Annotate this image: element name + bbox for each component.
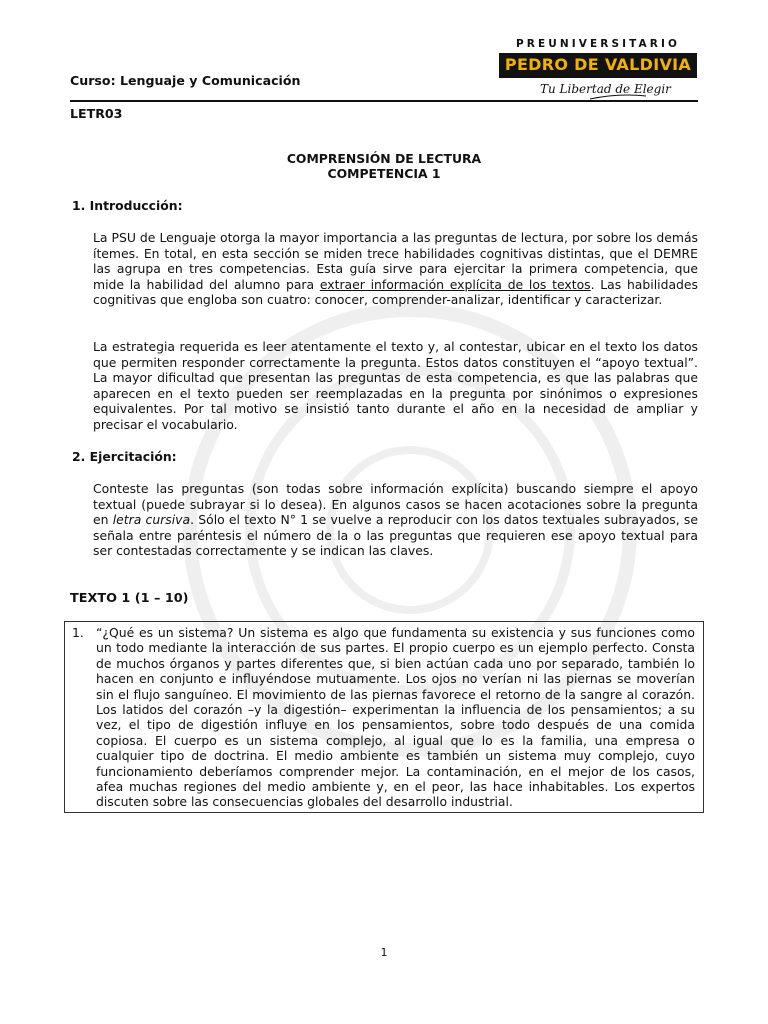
underlined-phrase: extraer información explícita de los textos bbox=[319, 276, 591, 292]
course-code: LETR03 bbox=[70, 106, 123, 121]
intro-paragraph-1: La PSU de Lenguaje otorga la mayor importancia a las preguntas de lectura, por sobre los demás ítemes. En total, en esta sección se miden trece habilidades cognitivas distintas, que el DEMRE las agrupa en tres competencias. Esta guía sirve para ejercitar la primera competencia, que mide la habilidad del alumno para extraer información explícita de los textos. Las habilidades cognitivas que engloba son cuatro: conocer, comprender-analizar, identificar y caracterizar. bbox=[93, 230, 698, 308]
texto1-heading: TEXTO 1 (1 – 10) bbox=[70, 591, 189, 606]
logo-slogan: Tu Libertad de Elegir bbox=[540, 82, 671, 96]
intro-paragraph-2: La estrategia requerida es leer atentamente el texto y, al contestar, ubicar en el texto los datos que permiten responder correctamente la pregunta. Estos datos constituyen el “apoyo textual”. La mayor dificultad que presentan las preguntas de esta competencia, es que las palabras que aparecen en el texto pueden ser reemplazadas en la pregunta por sinónimos o expresiones equivalentes. Por tal motivo se insistió tanto durante el año en la necesidad de ampliar y precisar el vocabulario. bbox=[93, 339, 698, 432]
section-heading-exercise: 2. Ejercitación: bbox=[72, 449, 177, 464]
title-line-2: COMPETENCIA 1 bbox=[327, 166, 441, 181]
logo-name: PEDRO DE VALDIVIA bbox=[504, 55, 692, 74]
logo-top-line: PREUNIVERSITARIO bbox=[515, 38, 681, 50]
texto1-number: 1. bbox=[72, 625, 84, 640]
italic-phrase: letra cursiva bbox=[112, 512, 191, 528]
exercise-paragraph: Conteste las preguntas (son todas sobre información explícita) buscando siempre el apoyo textual (puede subrayar si lo desea). En algunos casos se hacen acotaciones sobre la pregunta en letra cursiva. Sólo el texto N° 1 se vuelve a reproducir con los datos textuales subrayados, se señala entre paréntesis el número de la o las preguntas que requieren ese apoyo textual para ser contestadas correctamente y se indican las claves. bbox=[93, 481, 698, 559]
page-number: 1 bbox=[380, 946, 388, 959]
texto1-body: “¿Qué es un sistema? Un sistema es algo que fundamenta su existencia y sus funciones como un todo mediante la interacción de sus partes. El propio cuerpo es un ejemplo perfecto. Consta de muchos órganos y partes diferentes que, si bien actúan cada uno por separado, también lo hacen en conjunto e influyéndose mutuamente. Los ojos no verían ni las piernas se moverían sin el flujo sanguíneo. El movimiento de las piernas favorece el retorno de la sangre al corazón. Los latidos del corazón –y la digestión– experimentan la influencia de los pensamientos; a su vez, el tipo de digestión influye en los pensamientos, sobre todo después de una comida copiosa. El cuerpo es un sistema complejo, al igual que lo es la familia, una empresa o cualquier tipo de doctrina. El medio ambiente es también un sistema muy complejo, cuyo funcionamiento deberíamos comprender mejor. La contaminación, en el mejor de los casos, afea muchas regiones del medio ambiente y, en el peor, las hace inhabitables. Los expertos discuten sobre las consecuencias globales del desarrollo industrial. bbox=[96, 625, 695, 810]
course-title: Curso: Lenguaje y Comunicación bbox=[70, 73, 301, 88]
header-rule bbox=[70, 100, 698, 102]
section-heading-intro: 1. Introducción: bbox=[72, 198, 183, 213]
title-line-1: COMPRENSIÓN DE LECTURA bbox=[286, 151, 482, 166]
